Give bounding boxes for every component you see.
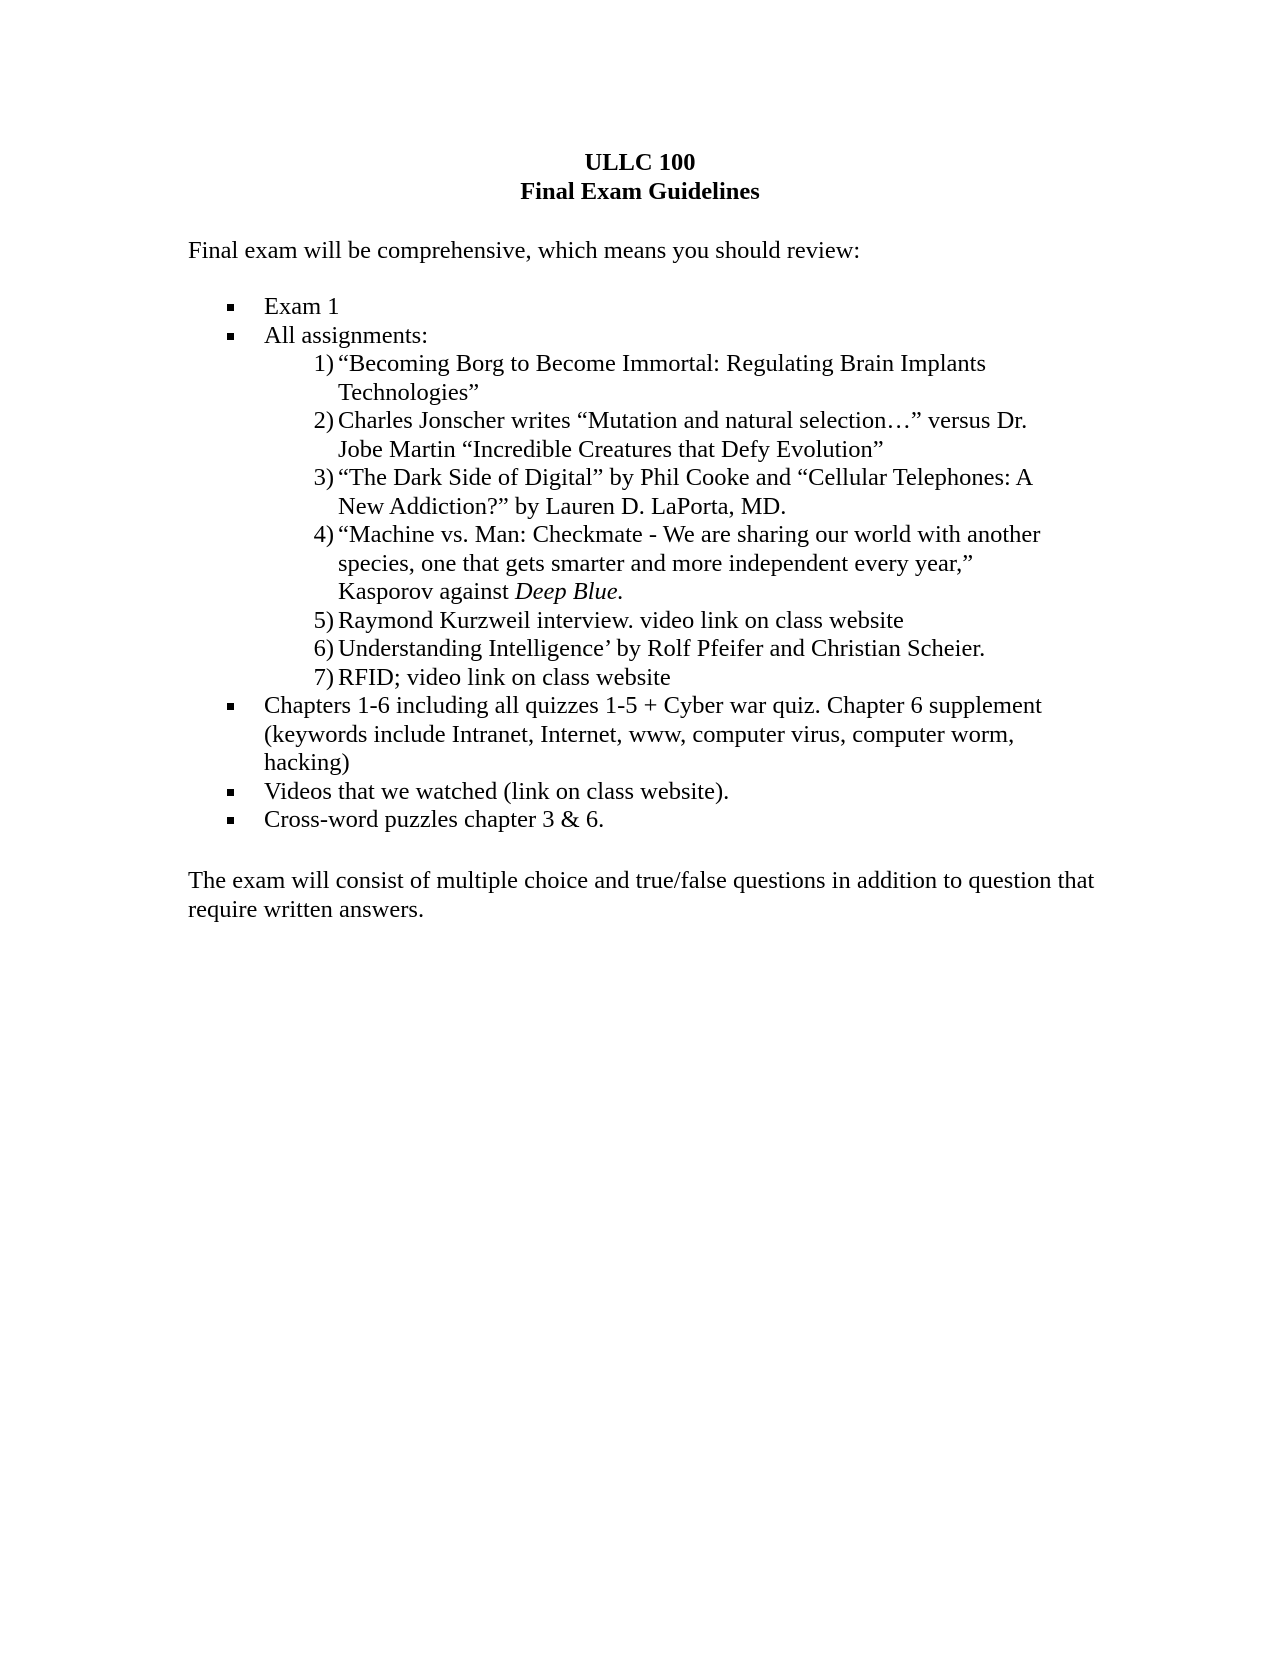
course-code: ULLC 100 bbox=[584, 149, 696, 176]
assignment-number: 7) bbox=[313, 663, 334, 691]
document-title: Final Exam Guidelines bbox=[520, 178, 760, 205]
closing-paragraph: The exam will consist of multiple choice and true/false questions in addition to question that require written answers. bbox=[188, 867, 1095, 923]
review-item-text: Chapters 1-6 including all quizzes 1-5 + Cyber war quiz. Chapter 6 supplement (keywords include Intranet, Internet, www, computer virus, computer worm, hacking) bbox=[264, 692, 1042, 776]
square-bullet-icon bbox=[227, 703, 234, 710]
assignment-item bbox=[264, 407, 1058, 464]
assignment-number: 4) bbox=[313, 521, 334, 548]
review-item-crossword bbox=[188, 806, 1088, 835]
assignment-item bbox=[264, 607, 1058, 636]
square-bullet-icon bbox=[227, 789, 234, 796]
review-item-assignments bbox=[188, 322, 1088, 693]
review-item-text: Exam 1 bbox=[264, 293, 340, 320]
assignment-text: “Becoming Borg to Become Immortal: Regulating Brain Implants Technologies” bbox=[338, 350, 986, 406]
intro-paragraph: Final exam will be comprehensive, which means you should review: bbox=[188, 237, 861, 264]
assignment-text: “The Dark Side of Digital” by Phil Cooke and “Cellular Telephones: A New Addiction?” by Lauren D. LaPorta, MD. bbox=[338, 464, 1032, 520]
assignment-number: 1) bbox=[313, 350, 334, 377]
assignment-number: 6) bbox=[313, 635, 334, 662]
assignment-number: 2) bbox=[313, 407, 334, 434]
assignment-item bbox=[264, 521, 1058, 607]
review-item-exam1 bbox=[188, 293, 1088, 322]
assignment-text: RFID; video link on class website bbox=[338, 663, 671, 691]
review-item-text: Cross-word puzzles chapter 3 & 6. bbox=[264, 806, 605, 833]
review-item-text: All assignments: bbox=[264, 321, 429, 349]
review-item-videos bbox=[188, 778, 1088, 807]
assignment-item bbox=[264, 350, 1058, 407]
assignment-number: 5) bbox=[313, 606, 334, 634]
assignment-text: “Machine vs. Man: Checkmate - We are sharing our world with another species, one that gets smarter and more independent every year,” Kasporov against bbox=[338, 521, 1041, 605]
assignment-italic-text: Deep Blue. bbox=[514, 578, 624, 605]
square-bullet-icon bbox=[227, 817, 234, 824]
assignment-item bbox=[264, 464, 1058, 521]
assignment-text: Understanding Intelligence’ by Rolf Pfeifer and Christian Scheier. bbox=[338, 635, 986, 662]
assignment-text: Raymond Kurzweil interview. video link on class website bbox=[338, 606, 904, 634]
square-bullet-icon bbox=[227, 333, 234, 340]
assignment-number: 3) bbox=[313, 464, 334, 491]
square-bullet-icon bbox=[227, 304, 234, 311]
document-header bbox=[0, 149, 1280, 207]
assignments-list bbox=[264, 350, 1088, 692]
review-list bbox=[188, 293, 1088, 835]
review-item-text: Videos that we watched (link on class website). bbox=[264, 777, 730, 805]
assignment-item bbox=[264, 664, 1058, 693]
review-item-chapters bbox=[188, 692, 1088, 778]
assignment-text: Charles Jonscher writes “Mutation and natural selection…” versus Dr. Jobe Martin “Incredible Creatures that Defy Evolution” bbox=[338, 407, 1028, 463]
assignment-item bbox=[264, 635, 1058, 664]
